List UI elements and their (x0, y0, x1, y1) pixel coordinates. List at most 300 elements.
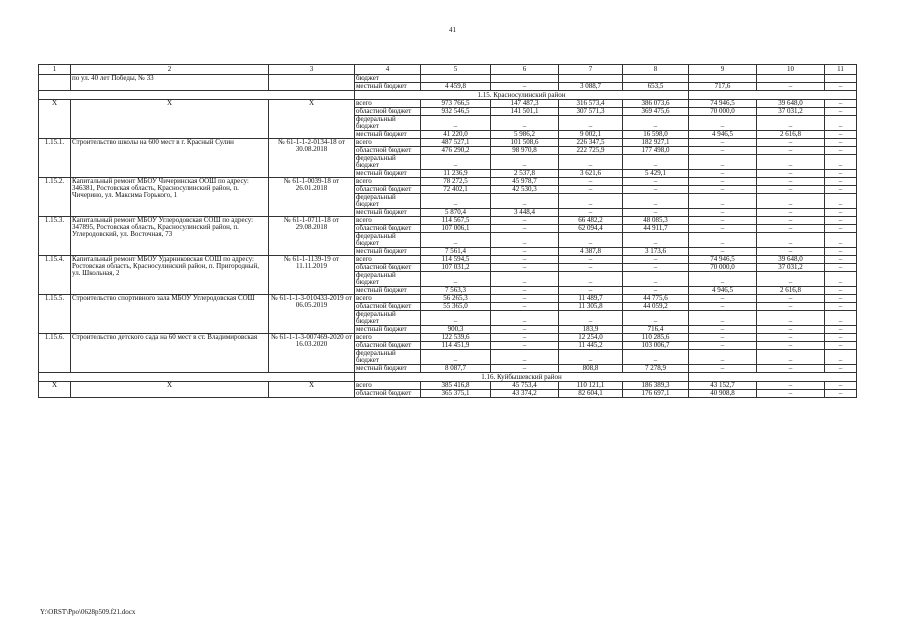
amount-cell: – (825, 334, 857, 342)
amount-cell: – (825, 108, 857, 116)
section-total-row (39, 382, 857, 390)
amount-cell: 973 766,5 (421, 100, 491, 108)
amount-cell: 7 278,9 (623, 365, 689, 373)
amount-cell: – (421, 350, 491, 365)
amount-cell: – (559, 264, 623, 272)
amount-cell: 2 616,8 (757, 131, 825, 139)
amount-cell: – (623, 264, 689, 272)
amount-cell: 44 059,2 (623, 303, 689, 311)
amount-cell: 177 498,0 (623, 147, 689, 155)
amount-cell: – (491, 217, 559, 225)
column-header: 1 (39, 65, 71, 75)
amount-cell: 3 173,6 (623, 248, 689, 256)
amount-cell: 39 648,0 (757, 100, 825, 108)
amount-cell: – (623, 155, 689, 170)
item-row (39, 139, 857, 147)
item-number: 1.15.4. (39, 256, 71, 295)
amount-cell: – (757, 382, 825, 390)
budget-type: областной бюджет (355, 225, 421, 233)
section-title-row (39, 373, 857, 382)
amount-cell (421, 75, 491, 83)
budget-type: областной бюджет (355, 147, 421, 155)
budget-type: всего (355, 256, 421, 264)
amount-cell: – (559, 155, 623, 170)
amount-cell: 932 546,5 (421, 108, 491, 116)
amount-cell: 78 272,5 (421, 178, 491, 186)
amount-cell: 98 970,8 (491, 147, 559, 155)
budget-type: всего (355, 217, 421, 225)
amount-cell: – (757, 350, 825, 365)
amount-cell (757, 75, 825, 83)
item-name: Х (71, 382, 269, 398)
amount-cell: 37 031,2 (757, 108, 825, 116)
amount-cell: 11 489,7 (559, 295, 623, 303)
amount-cell: 2 537,8 (491, 170, 559, 178)
item-document: № 61-1-0711-18 от 29.08.2018 (269, 217, 355, 256)
budget-type: областной бюджет (355, 303, 421, 311)
amount-cell: – (825, 233, 857, 248)
amount-cell: – (623, 178, 689, 186)
amount-cell: – (757, 116, 825, 131)
column-header: 11 (825, 65, 857, 75)
amount-cell: – (421, 155, 491, 170)
item-number: Х (39, 382, 71, 398)
amount-cell: – (757, 342, 825, 350)
amount-cell: – (559, 311, 623, 326)
amount-cell: – (689, 147, 757, 155)
budget-type: федеральный бюджет (355, 311, 421, 326)
budget-type: федеральный бюджет (355, 194, 421, 209)
amount-cell: – (757, 295, 825, 303)
column-header: 3 (269, 65, 355, 75)
amount-cell: – (421, 311, 491, 326)
amount-cell: 307 571,3 (559, 108, 623, 116)
column-header: 4 (355, 65, 421, 75)
amount-cell: – (559, 233, 623, 248)
column-header: 7 (559, 65, 623, 75)
item-number: 1.15.2. (39, 178, 71, 217)
amount-cell: – (491, 342, 559, 350)
amount-cell: – (491, 116, 559, 131)
item-number: 1.15.5. (39, 295, 71, 334)
continuation-row (39, 75, 857, 83)
amount-cell: 808,8 (559, 365, 623, 373)
amount-cell: – (689, 350, 757, 365)
amount-cell: – (623, 233, 689, 248)
amount-cell: 183,9 (559, 326, 623, 334)
budget-type: областной бюджет (355, 108, 421, 116)
page-number: 41 (449, 26, 456, 34)
amount-cell: 7 561,4 (421, 248, 491, 256)
amount-cell: – (689, 139, 757, 147)
section-total-row (39, 100, 857, 108)
amount-cell: 12 254,0 (559, 334, 623, 342)
amount-cell: – (689, 155, 757, 170)
item-document: № 61-1-1-3-007469-2020 от 16.03.2020 (269, 334, 355, 373)
budget-type: всего (355, 382, 421, 390)
amount-cell: – (491, 155, 559, 170)
item-row (39, 178, 857, 186)
amount-cell: – (757, 311, 825, 326)
amount-cell: 72 402,1 (421, 186, 491, 194)
amount-cell: – (421, 116, 491, 131)
item-row (39, 217, 857, 225)
budget-type: федеральный бюджет (355, 272, 421, 287)
amount-cell: – (825, 390, 857, 398)
amount-cell: – (689, 186, 757, 194)
amount-cell: – (757, 155, 825, 170)
amount-cell: – (825, 131, 857, 139)
amount-cell: 3 621,6 (559, 170, 623, 178)
amount-cell: 74 946,5 (689, 100, 757, 108)
amount-cell: 717,6 (689, 83, 757, 91)
amount-cell: – (491, 350, 559, 365)
amount-cell: – (757, 217, 825, 225)
amount-cell: 147 487,3 (491, 100, 559, 108)
amount-cell: 4 387,8 (559, 248, 623, 256)
amount-cell: 43 152,7 (689, 382, 757, 390)
amount-cell: – (689, 233, 757, 248)
amount-cell: – (491, 295, 559, 303)
amount-cell: 42 530,3 (491, 186, 559, 194)
amount-cell: 110 285,6 (623, 334, 689, 342)
amount-cell: 55 365,0 (421, 303, 491, 311)
amount-cell: 70 000,0 (689, 264, 757, 272)
amount-cell: 385 416,8 (421, 382, 491, 390)
amount-cell: – (825, 248, 857, 256)
section-spacer (39, 91, 355, 100)
amount-cell: – (623, 186, 689, 194)
amount-cell: 222 725,9 (559, 147, 623, 155)
amount-cell: – (825, 272, 857, 287)
item-name: Строительство детского сада на 60 мест в ст. Владимировская (71, 334, 269, 373)
header-row (39, 65, 857, 75)
amount-cell: – (825, 382, 857, 390)
amount-cell: 39 648,0 (757, 256, 825, 264)
item-name: по ул. 40 лет Победы, № 33 (71, 75, 269, 91)
amount-cell: 369 475,6 (623, 108, 689, 116)
budget-type: областной бюджет (355, 186, 421, 194)
amount-cell: – (421, 272, 491, 287)
amount-cell: – (825, 194, 857, 209)
amount-cell: – (491, 233, 559, 248)
amount-cell: 103 006,7 (623, 342, 689, 350)
item-name: Капитальный ремонт МБОУ Ударниковская СОШ по адресу: Ростовская область, Красносулинский район, п. Пригородный, ул. Школьная, 2 (71, 256, 269, 295)
section-title-row (39, 91, 857, 100)
amount-cell: – (825, 186, 857, 194)
amount-cell: – (825, 264, 857, 272)
amount-cell: – (757, 186, 825, 194)
financing-table (38, 64, 857, 398)
item-row (39, 256, 857, 264)
amount-cell: – (491, 225, 559, 233)
section-spacer (39, 373, 355, 382)
item-number: 1.15.1. (39, 139, 71, 178)
item-document: Х (269, 100, 355, 139)
amount-cell: – (559, 287, 623, 295)
amount-cell: – (421, 233, 491, 248)
column-header: 8 (623, 65, 689, 75)
amount-cell: – (491, 83, 559, 91)
amount-cell: – (757, 326, 825, 334)
amount-cell: – (689, 334, 757, 342)
item-name: Х (71, 100, 269, 139)
amount-cell: – (623, 116, 689, 131)
amount-cell: – (757, 209, 825, 217)
amount-cell: – (623, 256, 689, 264)
amount-cell: – (491, 311, 559, 326)
amount-cell: 41 220,0 (421, 131, 491, 139)
item-document (269, 75, 355, 91)
amount-cell: 900,3 (421, 326, 491, 334)
amount-cell: 56 265,3 (421, 295, 491, 303)
amount-cell: – (689, 209, 757, 217)
amount-cell: – (757, 178, 825, 186)
column-header: 2 (71, 65, 269, 75)
amount-cell: – (559, 209, 623, 217)
budget-type: местный бюджет (355, 131, 421, 139)
amount-cell: – (559, 194, 623, 209)
budget-type: местный бюджет (355, 287, 421, 295)
amount-cell: 9 002,1 (559, 131, 623, 139)
amount-cell: 16 598,0 (623, 131, 689, 139)
amount-cell: 316 573,4 (559, 100, 623, 108)
amount-cell: – (757, 233, 825, 248)
amount-cell: 8 087,7 (421, 365, 491, 373)
budget-type: федеральный бюджет (355, 350, 421, 365)
amount-cell: 66 482,2 (559, 217, 623, 225)
amount-cell: – (825, 311, 857, 326)
amount-cell: – (491, 303, 559, 311)
amount-cell: – (825, 303, 857, 311)
amount-cell: – (825, 342, 857, 350)
budget-type: бюджет (355, 75, 421, 83)
item-document: № 61-1-1-3-010433-2019 от 06.05.2019 (269, 295, 355, 334)
file-path-footer: Y:\ORST\Ppo\0628p509.f21.docx (40, 608, 136, 616)
item-document: Х (269, 382, 355, 398)
budget-type: всего (355, 100, 421, 108)
column-header: 5 (421, 65, 491, 75)
section-spacer (689, 373, 857, 382)
amount-cell: – (623, 287, 689, 295)
item-name: Строительство спортивного зала МБОУ Углеродовская СОШ (71, 295, 269, 334)
amount-cell: 114 594,5 (421, 256, 491, 264)
amount-cell: – (825, 365, 857, 373)
amount-cell: – (825, 116, 857, 131)
amount-cell: – (825, 225, 857, 233)
amount-cell: – (689, 303, 757, 311)
item-number: 1.15.3. (39, 217, 71, 256)
item-name: Капитальный ремонт МБОУ Чичеринская ООШ по адресу: 346381, Ростовская область, Красносулинский район, п. Чичерино, ул. Максима Горького, 1 (71, 178, 269, 217)
amount-cell: – (825, 100, 857, 108)
section-title: 1.16. Куйбышевский район (355, 373, 689, 382)
budget-type: областной бюджет (355, 264, 421, 272)
amount-cell: – (559, 178, 623, 186)
amount-cell: – (689, 326, 757, 334)
amount-cell: 3 448,4 (491, 209, 559, 217)
amount-cell (623, 75, 689, 83)
amount-cell: 70 000,0 (689, 108, 757, 116)
amount-cell: 3 088,7 (559, 83, 623, 91)
amount-cell: – (623, 350, 689, 365)
amount-cell: – (825, 147, 857, 155)
amount-cell: 45 978,7 (491, 178, 559, 186)
column-header: 6 (491, 65, 559, 75)
budget-type: всего (355, 139, 421, 147)
amount-cell: 182 927,1 (623, 139, 689, 147)
amount-cell: 114 567,5 (421, 217, 491, 225)
item-row (39, 295, 857, 303)
amount-cell: 5 870,4 (421, 209, 491, 217)
section-title: 1.15. Красносулинский район (355, 91, 689, 100)
amount-cell: – (757, 365, 825, 373)
amount-cell: – (689, 194, 757, 209)
amount-cell: 48 085,3 (623, 217, 689, 225)
amount-cell: – (757, 83, 825, 91)
amount-cell: – (689, 272, 757, 287)
budget-type: всего (355, 334, 421, 342)
item-number (39, 75, 71, 91)
amount-cell: 186 389,3 (623, 382, 689, 390)
budget-type: всего (355, 295, 421, 303)
amount-cell: – (757, 139, 825, 147)
amount-cell: 43 374,2 (491, 390, 559, 398)
amount-cell: – (491, 272, 559, 287)
amount-cell: – (825, 170, 857, 178)
amount-cell: – (825, 256, 857, 264)
amount-cell: 4 459,8 (421, 83, 491, 91)
budget-type: местный бюджет (355, 83, 421, 91)
amount-cell: 4 946,5 (689, 131, 757, 139)
item-row (39, 334, 857, 342)
amount-cell: – (559, 272, 623, 287)
budget-type: всего (355, 178, 421, 186)
amount-cell: – (757, 225, 825, 233)
budget-type: областной бюджет (355, 390, 421, 398)
amount-cell (491, 75, 559, 83)
column-header: 9 (689, 65, 757, 75)
amount-cell: – (491, 264, 559, 272)
amount-cell: – (559, 186, 623, 194)
amount-cell: – (825, 217, 857, 225)
amount-cell: – (757, 390, 825, 398)
amount-cell: – (491, 326, 559, 334)
amount-cell: – (421, 194, 491, 209)
amount-cell: 45 753,4 (491, 382, 559, 390)
budget-type: областной бюджет (355, 342, 421, 350)
amount-cell: 141 501,1 (491, 108, 559, 116)
amount-cell: – (689, 365, 757, 373)
amount-cell: 365 375,1 (421, 390, 491, 398)
budget-type: местный бюджет (355, 326, 421, 334)
amount-cell: 107 006,1 (421, 225, 491, 233)
amount-cell: – (623, 311, 689, 326)
amount-cell: 176 697,1 (623, 390, 689, 398)
amount-cell: 226 347,5 (559, 139, 623, 147)
amount-cell: – (689, 295, 757, 303)
amount-cell: 82 604,1 (559, 390, 623, 398)
budget-type: местный бюджет (355, 170, 421, 178)
amount-cell: – (623, 209, 689, 217)
budget-type: федеральный бюджет (355, 116, 421, 131)
amount-cell: 40 908,8 (689, 390, 757, 398)
amount-cell: – (825, 139, 857, 147)
budget-type: федеральный бюджет (355, 155, 421, 170)
amount-cell: 11 305,8 (559, 303, 623, 311)
amount-cell: 11 236,9 (421, 170, 491, 178)
amount-cell: – (825, 155, 857, 170)
amount-cell: 122 539,6 (421, 334, 491, 342)
amount-cell: – (491, 256, 559, 264)
amount-cell: 5 429,1 (623, 170, 689, 178)
amount-cell: 37 031,2 (757, 264, 825, 272)
amount-cell: – (757, 248, 825, 256)
item-document: № 61-1-0039-18 от 26.01.2018 (269, 178, 355, 217)
amount-cell: – (757, 303, 825, 311)
amount-cell: 114 451,9 (421, 342, 491, 350)
item-name: Капитальный ремонт МБОУ Углеродовская СОШ по адресу: 347895, Ростовская область, Красносулинский район, п. Углеродовский, ул. Восточная, 73 (71, 217, 269, 256)
budget-type: местный бюджет (355, 365, 421, 373)
item-number: 1.15.6. (39, 334, 71, 373)
amount-cell: – (491, 365, 559, 373)
amount-cell: – (689, 311, 757, 326)
amount-cell: – (491, 287, 559, 295)
amount-cell: 476 290,2 (421, 147, 491, 155)
amount-cell: 7 563,3 (421, 287, 491, 295)
amount-cell: – (689, 248, 757, 256)
amount-cell: – (491, 194, 559, 209)
amount-cell: – (825, 209, 857, 217)
amount-cell: 62 094,4 (559, 225, 623, 233)
amount-cell: – (757, 334, 825, 342)
amount-cell: – (757, 194, 825, 209)
amount-cell: 107 031,2 (421, 264, 491, 272)
amount-cell: 386 073,6 (623, 100, 689, 108)
budget-type: федеральный бюджет (355, 233, 421, 248)
amount-cell (825, 75, 857, 83)
amount-cell: – (689, 217, 757, 225)
item-document: № 61-1-1139-19 от 11.11.2019 (269, 256, 355, 295)
amount-cell: – (689, 170, 757, 178)
amount-cell: 653,5 (623, 83, 689, 91)
amount-cell: 2 616,8 (757, 287, 825, 295)
section-spacer (689, 91, 857, 100)
item-number: Х (39, 100, 71, 139)
amount-cell: – (689, 342, 757, 350)
amount-cell: – (559, 256, 623, 264)
amount-cell: – (825, 287, 857, 295)
amount-cell: 11 445,2 (559, 342, 623, 350)
amount-cell: – (825, 350, 857, 365)
amount-cell: – (825, 326, 857, 334)
budget-type: местный бюджет (355, 209, 421, 217)
amount-cell: – (689, 116, 757, 131)
amount-cell: 716,4 (623, 326, 689, 334)
amount-cell: 44 775,6 (623, 295, 689, 303)
amount-cell: – (559, 350, 623, 365)
amount-cell: – (623, 272, 689, 287)
amount-cell: 110 121,1 (559, 382, 623, 390)
item-name: Строительство школы на 600 мест в г. Красный Сулин (71, 139, 269, 178)
amount-cell: 5 986,2 (491, 131, 559, 139)
amount-cell: 4 946,5 (689, 287, 757, 295)
amount-cell: – (825, 178, 857, 186)
amount-cell: 74 946,5 (689, 256, 757, 264)
amount-cell: – (757, 170, 825, 178)
amount-cell: – (757, 272, 825, 287)
amount-cell (689, 75, 757, 83)
amount-cell: – (757, 147, 825, 155)
